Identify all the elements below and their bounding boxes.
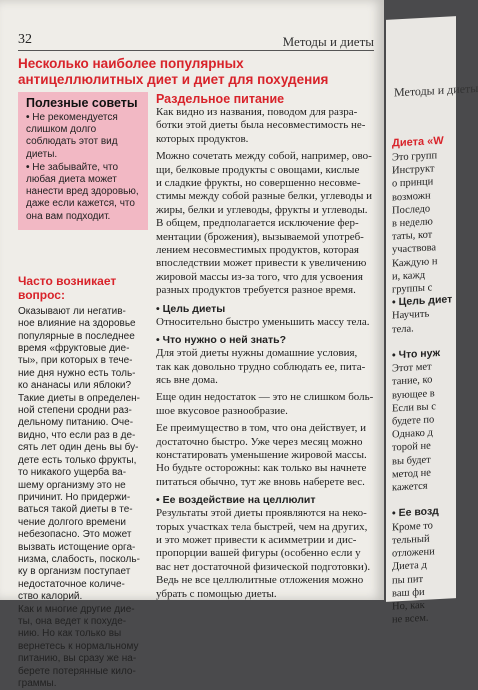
right-line: Инструкт <box>392 163 435 177</box>
text-line: и это может привести к асимметрии и дис- <box>156 533 357 546</box>
text-line: убрать с помощью диеты. <box>156 587 277 600</box>
right-line: Каждую н <box>392 255 438 270</box>
tips-box <box>18 92 148 230</box>
text-line: которых продуктов. <box>156 132 249 145</box>
faq-line: ство калорий. <box>18 591 83 603</box>
running-head-title: Методы и диеты <box>282 34 374 49</box>
right-line: тельный <box>392 533 430 547</box>
right-line: Но, как <box>392 599 425 613</box>
tips-item: • Не рекомендуется слишком долго соблюдать этот вид диеты. <box>26 112 118 160</box>
faq-title: Часто возникает вопрос: <box>18 273 117 302</box>
faq-line: Как и многие другие дие- <box>18 603 135 615</box>
right-line: Если вы с <box>392 401 436 415</box>
text-line: питаться обычно, тут же вновь наберете вес. <box>156 475 365 488</box>
chapter-title <box>18 56 368 88</box>
right-line: о принци <box>392 176 434 190</box>
diet-heading: Раздельное питание <box>156 92 285 106</box>
faq-line: видно, что если раз в де- <box>18 429 136 441</box>
faq-line: шему организму это не <box>18 479 126 491</box>
text-line: Как видно из названия, поводом для разра- <box>156 106 358 118</box>
know-heading: • Что нужно о ней знать? <box>156 334 287 347</box>
right-running-head: Методы и диеты <box>394 80 478 100</box>
right-line: торой не <box>392 440 431 454</box>
tips-heading: Полезные советы <box>26 96 138 110</box>
text-line: лением несовместимых продуктов, которая <box>156 244 359 257</box>
text-line: жиры, белки и углеводы, фрукты и углеводы. <box>156 203 368 216</box>
tips-item: • Не забывайте, что любая диета может нанести вред здоровью, даже если кажется, что она вам подходит. <box>26 161 139 222</box>
text-line: стимы между собой разные белки, углеводы и <box>156 190 373 203</box>
text-line: Еще один недостаток — это не слишком боль- <box>156 391 374 404</box>
faq-line: дете есть только фрукты, <box>18 454 137 466</box>
text-line: ментации (брожения), вызываемой употреб- <box>156 230 364 243</box>
faq-line: ной степени сродни раз- <box>18 405 132 417</box>
right-diet-heading: Диета «W <box>392 134 444 150</box>
right-line: таты, кот <box>392 229 433 243</box>
right-line: возможн <box>392 190 431 204</box>
faq-line: ние дня нужно есть толь- <box>18 367 136 379</box>
right-page <box>386 16 478 626</box>
goal-heading: • Цель диеты <box>156 302 226 315</box>
faq-line: ты», при которых в тече- <box>18 355 133 367</box>
right-line: Этот мет <box>392 361 432 375</box>
faq-line: Такие диеты в определен- <box>18 392 141 404</box>
right-line: Однако д <box>392 427 433 441</box>
text-line: торых участках тела быстрей, чем на других, <box>156 520 368 533</box>
right-line: метод не <box>392 467 431 481</box>
know-text <box>156 347 380 387</box>
faq-line: вызвать истощение орга- <box>18 541 136 553</box>
right-line: вы будет <box>392 454 431 468</box>
right-line: в неделю <box>392 216 433 230</box>
chapter-title-line: Несколько наиболее популярных <box>18 56 244 71</box>
faq-line: низма, слабость, посколь- <box>18 553 140 565</box>
faq-line: причинит. Но придержи- <box>18 491 131 503</box>
right-line: Кроме то <box>392 520 433 534</box>
faq-text <box>18 306 148 690</box>
text-line: ясь вне дома. <box>156 373 218 386</box>
text-line: констатировать уменьшение жировой массы. <box>156 448 367 461</box>
faq-line: небезопасно. Это может <box>18 529 132 541</box>
faq-line: популярные в последнее <box>18 330 135 342</box>
text-line: вас нет достаточной физической подготовки). <box>156 560 371 573</box>
text-line: Можно сочетать между собой, например, ово- <box>156 150 372 163</box>
text-line: жировой массы из-за того, что для усвоения <box>156 270 363 283</box>
text-line: В общем, предполагается исключение фер- <box>156 217 359 230</box>
faq-line: дельному питанию. Оче- <box>18 417 134 429</box>
right-line: кажется <box>392 480 428 494</box>
faq-line: нию. Но как только вы <box>18 628 122 640</box>
faq-line: граммы. <box>18 678 57 690</box>
right-line: • Что нуж <box>392 347 441 362</box>
main-column <box>156 92 380 601</box>
right-line: Это групп <box>392 150 438 164</box>
advantage-text <box>156 422 380 489</box>
right-line: пы пит <box>392 573 424 587</box>
right-line: и, кажд <box>392 269 426 283</box>
text-line: так как довольно трудно соблюдать ее, пита- <box>156 360 366 373</box>
effect-text <box>156 507 380 601</box>
right-line: • Цель диет <box>392 293 453 309</box>
right-line: вующее в <box>392 387 435 402</box>
diet-intro <box>156 106 380 146</box>
faq-line: вернетесь к нормальному <box>18 640 139 652</box>
text-line: разных продуктов требуется разное время. <box>156 284 356 297</box>
text-line: шое вкусовое разнообразие. <box>156 404 288 417</box>
faq-line: ко ананасы или яблоки? <box>18 380 132 392</box>
right-line: отложени <box>392 546 435 560</box>
text-line: Для этой диеты нужны домашние условия, <box>156 347 358 360</box>
right-line: группы с <box>392 282 433 296</box>
faq-line: ваться такой диеты в те- <box>18 504 133 516</box>
text-line: достаточно быстро. Уже через месяц можно <box>156 435 363 448</box>
sidebar-column <box>18 92 148 690</box>
running-head <box>18 32 374 51</box>
right-line: тание, ко <box>392 374 433 388</box>
faq-line: время «фруктовые дие- <box>18 343 130 355</box>
faq-line: чение долгого времени <box>18 516 126 528</box>
diet-paragraph <box>156 150 380 297</box>
right-line: не всем. <box>392 612 429 626</box>
faq-line: ты, она ведет к похуде- <box>18 615 127 627</box>
text-line: Ее преимущество в том, что она действует, и <box>156 422 366 435</box>
text-line: Результаты этой диеты проявляются на неко- <box>156 507 367 520</box>
drawback-text <box>156 391 380 418</box>
faq-line: берете потерянные кило- <box>18 665 136 677</box>
faq-line: питанию, вы сразу же на- <box>18 653 137 665</box>
text-line: впоследствии может привести к увеличению <box>156 257 367 270</box>
right-line: ваш фи <box>392 586 425 600</box>
right-line: Научить <box>392 309 430 322</box>
right-line: • Ее возд <box>392 505 439 521</box>
goal-text <box>156 316 380 329</box>
right-line: Последо <box>392 203 431 217</box>
text-line: Ведь не все целлюлитные отложения можно <box>156 574 364 587</box>
faq-line: недостаточное количе- <box>18 578 125 590</box>
right-line: тела. <box>392 323 414 336</box>
faq-line: то никакого ущерба ва- <box>18 467 127 479</box>
right-line: Диета д <box>392 559 427 573</box>
text-line: Но будьте осторожны: как только вы начнете <box>156 462 367 475</box>
right-line: будете по <box>392 414 435 428</box>
chapter-title-line: антицеллюлитных диет и диет для похудения <box>18 72 329 87</box>
faq-line: ное влияние на здоровье <box>18 318 136 330</box>
faq-line: сять лет один день вы бу- <box>18 442 139 454</box>
text-line: ботки этой диеты была несовместимость не- <box>156 119 366 132</box>
text-line: Относительно быстро уменьшить массу тела. <box>156 315 370 328</box>
text-line: и сладкие фрукты, но совершенно несовме- <box>156 177 361 190</box>
page-number: 32 <box>18 32 32 47</box>
text-line: пропорции вашей фигуры (особенно если у <box>156 547 361 560</box>
right-line: участвова <box>392 242 437 256</box>
faq-line: Оказывают ли негатив- <box>18 305 126 317</box>
faq-line: ку в организм поступает <box>18 566 131 578</box>
text-line: щи, белковые продукты с овощами, кислые <box>156 163 360 176</box>
effect-heading: • Ее воздействие на целлюлит <box>156 494 316 507</box>
right-text <box>392 148 458 627</box>
